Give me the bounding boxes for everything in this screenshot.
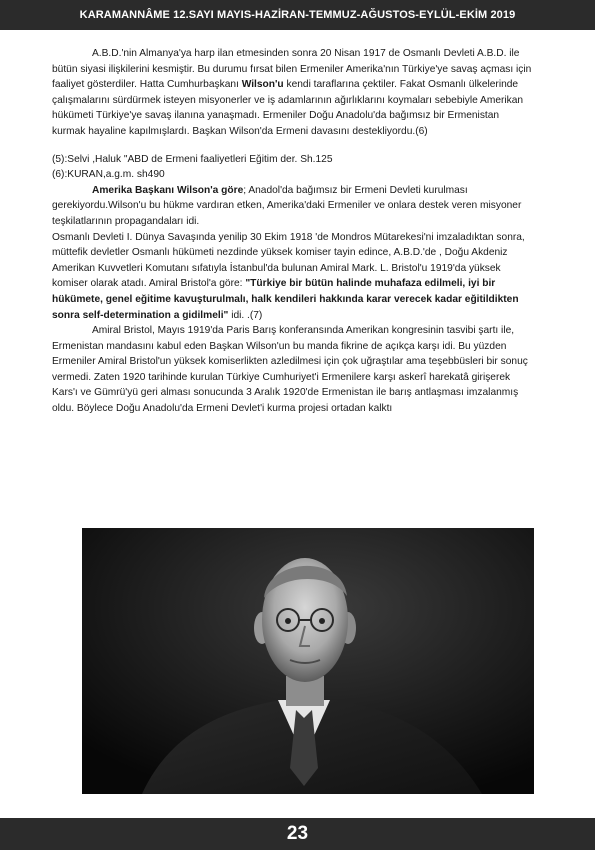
paragraph-1-end: kendi taraflarına çektiler. Fakat Osmanlı ülkelerinde çalışmalarını sürdürmek isteyen misyonerler ve iş adamlarının ağırlıklarını koymaları sebebiyle Amerikan hükümeti Türkiye'ye savaş ilanına yanaşmadı. Ermeniler Doğu Anadolu'da bağımsız bir Ermenistan kurmak hayaline kapılmışlardı. Başkan Wilson'da Ermeni davasını destekliyordu.(6) <box>52 79 524 137</box>
paragraph-4: Amiral Bristol, Mayıs 1919'da Paris Barış konferansında Amerikan kongresinin tasvibi şartı ile, Ermenistan mandasını kabul eden Başkan Wilson'un bu manda fikrine de açıkça karşı idi. Bu yüzden Ermeniler Amiral Bristol'un yüksek komiserlikten azledilmesi için çok uğraştılar ama teşebbüsleri bir sonuç vermedi. Zaten 1920 tarihinde kurulan Türkiye Cumhuriyet'i Ermenilere karşı askerî harekatâ girişerek Kars'ı ve Gümrü'yü geri alması sonucunda 3 Aralık 1920'de Ermenistan ile barış antlaşması imzalanmış oldu. Böylece Doğu Anadolu'da Ermeni Devlet'i kurma projesi ortadan kalktı <box>52 325 528 415</box>
footnote-5: (5):Selvi ,Haluk "ABD de Ermeni faaliyetleri Eğitim der. Sh.125 <box>52 153 333 165</box>
paragraph-3-text: Osmanlı Devleti I. Dünya Savaşında yenilip 30 Ekim 1918 'de Mondros Mütarekesi'ni imzaladıktan sonra, müttefik devletler Osmanlı hükümeti nezdinde yüksek komiser tayin edince, A.B.D.'de , Doğu Akdeniz Amerikan Kuvvetleri Komutanı sıfatıyla İstanbul'da bulunan Amiral Mark. L. Bristol'u 1919'da yüksek komiser olarak atadı. Amiral Bristol'a göre: <box>52 231 525 290</box>
page-number: 23 <box>286 823 309 844</box>
paragraph-2 <box>52 183 532 230</box>
header-title: KARAMANNÂME 12.SAYI MAYIS-HAZİRAN-TEMMUZ-AĞUSTOS-EYLÜL-EKİM 2019 <box>79 9 516 21</box>
portrait-photo-icon <box>82 528 534 794</box>
footnote-6: (6):KURAN,a.g.m. sh490 <box>52 169 165 181</box>
page-footer <box>0 818 595 850</box>
paragraph-1 <box>52 46 532 140</box>
article-body <box>52 46 532 417</box>
paragraph-1-text: A.B.D.'nin Almanya'ya harp ilan etmesinden sonra 20 Nisan 1917 de Osmanlı Devleti A.B.D. ile bütün siyasi ilişkilerini kesmiştir. Bu durumu fırsat bilen Ermeniler Amerika'nın Türkiye'ye savaş açması için faaliyet gösterdiler. Hatta Cumhurbaşkanı <box>52 48 532 91</box>
running-header <box>0 0 595 30</box>
portrait-photo <box>82 528 534 794</box>
paragraph-2-bold: Amerika Başkanı Wilson'a göre <box>92 184 244 196</box>
paragraph-1-bold: Wilson'u <box>241 79 284 91</box>
paragraph-3-quote: "Türkiye bir bütün halinde muhafaza edilmeli, iyi bir hükümete, genel eğitime kavuşturulmalı, halk kendileri hakkında karar verecek kadar eğitildikten sonra self-determination a gidilmeli" <box>52 278 519 321</box>
paragraph-3 <box>52 230 532 324</box>
paragraph-2-text: ; Anadol'da bağımsız bir Ermeni Devleti kurulması gerekiyordu.Wilson'u bu hükme vardıran etken, Amerika'daki Ermeniler ve onlara destek veren misyoner teşkilatlarının propagandaları idi. <box>52 184 522 227</box>
paragraph-3-end: idi. .(7) <box>228 309 263 321</box>
